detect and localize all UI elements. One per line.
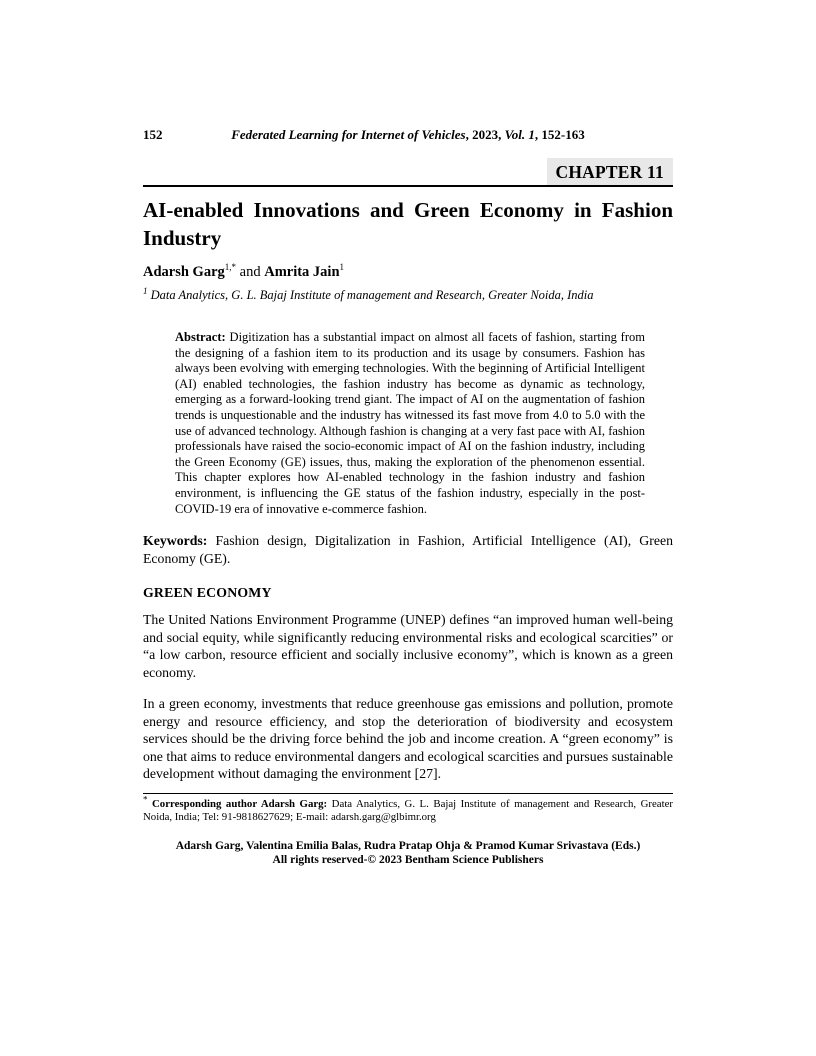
abstract-block	[175, 330, 645, 517]
chapter-title: AI-enabled Innovations and Green Economy in Fashion Industry	[143, 198, 673, 250]
rights-line: All rights reserved-© 2023 Bentham Science Publishers	[272, 854, 544, 867]
keywords-text: Fashion design, Digitalization in Fashion, Artificial Intelligence (AI), Green Economy (GE).	[143, 533, 673, 566]
author-affiliation-marker: 1	[339, 262, 345, 273]
body-paragraph: The United Nations Environment Programme (UNEP) defines “an improved human well-being and social equity, while significantly reducing environmental risks and ecological scarcities” or “a low carbon, resource efficient and socially inclusive economy”, which is known as a green economy.	[143, 612, 673, 680]
author-name: Amrita Jain	[264, 264, 340, 280]
running-title-pages: , 152-163	[534, 127, 585, 142]
footnote-text	[143, 794, 673, 826]
affiliation-text: Data Analytics, G. L. Bajaj Institute of management and Research, Greater Noida, India	[147, 288, 594, 302]
abstract-label: Abstract:	[175, 330, 226, 344]
section-heading: GREEN ECONOMY	[143, 585, 272, 601]
footnote-corresponding-author: Corresponding author Adarsh Garg:	[147, 797, 328, 810]
affiliation-line	[143, 287, 673, 303]
running-title-book: Federated Learning for Internet of Vehicles	[231, 127, 466, 142]
page-header	[143, 127, 673, 143]
body-paragraph: In a green economy, investments that reduce greenhouse gas emissions and pollution, promote energy and resource efficiency, and stop the deterioration of biodiversity and ecosystem services should be the driving force behind the job and income creation. A “green economy” is one that aims to reduce environmental dangers and ecological scarcities and pursues sustainable development without damaging the environment [27].	[143, 696, 673, 782]
keywords-label: Keywords:	[143, 533, 208, 549]
running-title-volume: Vol. 1	[504, 127, 535, 142]
chapter-label: CHAPTER 11	[547, 158, 673, 185]
footnote-contact-text: Data Analytics, G. L. Bajaj Institute of management and Research, Greater Noida, India; Tel: 91-9818627629; E-mail: adarsh.garg@glbimr.org	[143, 797, 673, 824]
abstract-text: Digitization has a substantial impact on almost all facets of fashion, starting from the designing of a fashion item to its production and its usage by consumers. Fashion has always been evolving with emerging technologies. With the beginning of Artificial Intelligent (AI) enabled technologies, the fashion industry has become as dynamic as technology, emerging as a forward-looking trend giant. The impact of AI on the augmentation of fashion trends is unquestionable and the industry has witnessed its fast move from 4.0 to 5.0 with the use of advanced technology. Although fashion is changing at a very fast pace with AI, fashion professionals have raised the socio-economic impact of AI on the fashion industry, including the Green Economy (GE) issues, thus, making the exploration of the phenomenon essential. This chapter explores how AI-enabled technology in the fashion industry and fashion environment, is influencing the GE status of the fashion industry, especially in the post-COVID-19 era of innovative e-commerce fashion.	[175, 330, 645, 516]
running-title-year: , 2023,	[465, 127, 505, 142]
affiliation-marker: 1	[143, 285, 148, 296]
page-footer	[143, 839, 673, 867]
editors-line: Adarsh Garg, Valentina Emilia Balas, Rudra Pratap Ohja & Pramod Kumar Srivastava (Eds.)	[175, 840, 641, 853]
chapter-banner	[143, 155, 673, 187]
keywords-block	[143, 532, 673, 567]
author-affiliation-marker: 1,*	[224, 262, 237, 273]
page-number: 152	[143, 127, 163, 142]
authors-line	[143, 263, 673, 281]
footnote-marker: *	[143, 794, 148, 805]
footnote-block	[143, 793, 673, 826]
footnote-rule	[143, 793, 673, 794]
author-name: Adarsh Garg	[143, 264, 225, 280]
running-title	[231, 127, 585, 142]
authors-connector: and	[236, 264, 265, 280]
